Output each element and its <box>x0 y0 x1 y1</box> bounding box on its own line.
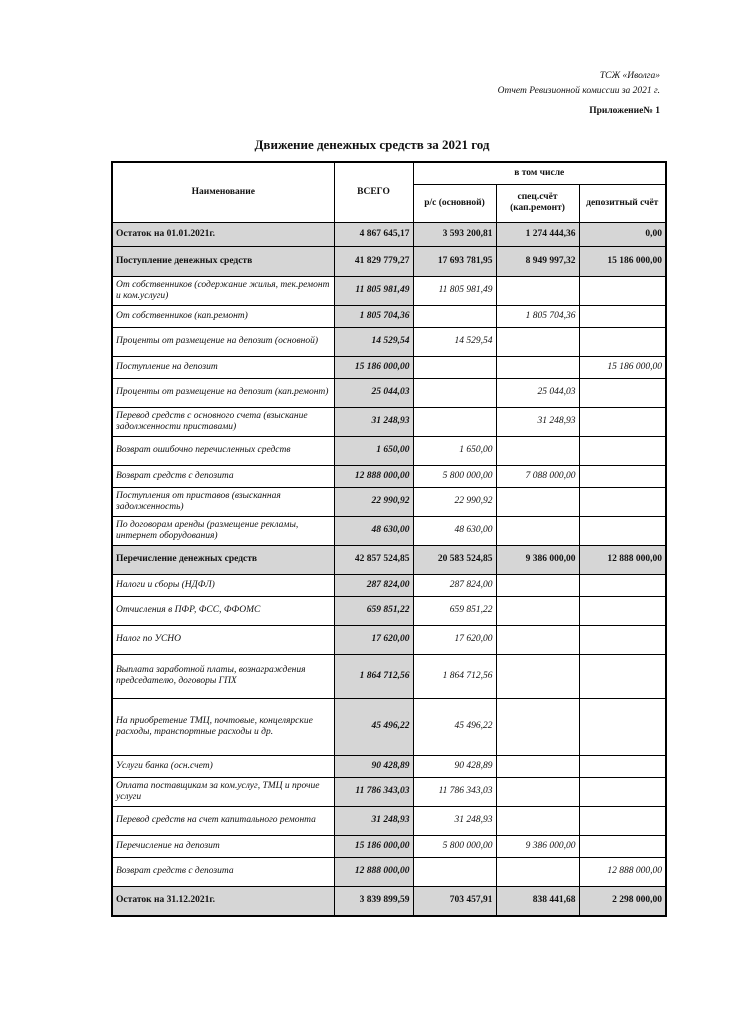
row-deposit-account-cell <box>579 487 666 516</box>
table-row-summary <box>112 545 666 574</box>
row-total-cell: 11 805 981,49 <box>334 276 413 305</box>
table-body <box>112 222 666 916</box>
row-deposit-account-cell <box>579 407 666 436</box>
row-name-cell: Поступления от приставов (взысканная задолженность) <box>112 487 334 516</box>
row-main-account-cell <box>413 378 496 407</box>
row-special-account-cell <box>496 654 579 698</box>
row-special-account-cell: 8 949 997,32 <box>496 246 579 276</box>
row-main-account-cell: 1 864 712,56 <box>413 654 496 698</box>
row-special-account-cell: 1 805 704,36 <box>496 305 579 327</box>
row-main-account-cell: 48 630,00 <box>413 516 496 545</box>
row-total-cell: 659 851,22 <box>334 596 413 625</box>
row-special-account-cell <box>496 806 579 835</box>
row-main-account-cell: 90 428,89 <box>413 755 496 777</box>
row-name-cell: Перевод средств на счет капитального ремонта <box>112 806 334 835</box>
row-deposit-account-cell <box>579 625 666 654</box>
appendix-label: Приложение№ 1 <box>589 106 660 116</box>
row-main-account-cell: 20 583 524,85 <box>413 545 496 574</box>
row-total-cell: 31 248,93 <box>334 407 413 436</box>
row-main-account-cell: 11 805 981,49 <box>413 276 496 305</box>
row-deposit-account-cell <box>579 596 666 625</box>
row-special-account-cell <box>496 276 579 305</box>
row-name-cell: Оплата поставщикам за ком.услуг, ТМЦ и прочие услуги <box>112 777 334 806</box>
row-name-cell: Остаток на 01.01.2021г. <box>112 222 334 246</box>
table-row <box>112 698 666 755</box>
row-deposit-account-cell <box>579 806 666 835</box>
row-main-account-cell: 703 457,91 <box>413 886 496 916</box>
table-row <box>112 574 666 596</box>
table-row <box>112 356 666 378</box>
row-total-cell: 287 824,00 <box>334 574 413 596</box>
row-special-account-cell: 31 248,93 <box>496 407 579 436</box>
row-name-cell: По договорам аренды (размещение рекламы, интернет оборудования) <box>112 516 334 545</box>
report-name: Отчет Ревизионной комиссии за 2021 г. <box>497 86 660 96</box>
row-deposit-account-cell <box>579 698 666 755</box>
row-total-cell: 22 990,92 <box>334 487 413 516</box>
table-row-summary <box>112 222 666 246</box>
row-deposit-account-cell <box>579 465 666 487</box>
row-total-cell: 45 496,22 <box>334 698 413 755</box>
table-row <box>112 835 666 857</box>
row-special-account-cell <box>496 777 579 806</box>
row-main-account-cell: 22 990,92 <box>413 487 496 516</box>
row-main-account-cell <box>413 407 496 436</box>
row-name-cell: Возврат средств с депозита <box>112 857 334 886</box>
row-special-account-cell <box>496 574 579 596</box>
row-special-account-cell <box>496 755 579 777</box>
row-deposit-account-cell <box>579 654 666 698</box>
row-total-cell: 25 044,03 <box>334 378 413 407</box>
row-name-cell: Остаток на 31.12.2021г. <box>112 886 334 916</box>
row-name-cell: Перевод средств с основного счета (взыскание задолженности приставами) <box>112 407 334 436</box>
col-header-deposit-account: депозитный счёт <box>579 184 666 222</box>
row-special-account-cell <box>496 487 579 516</box>
row-main-account-cell: 1 650,00 <box>413 436 496 465</box>
table-row <box>112 516 666 545</box>
row-total-cell: 3 839 899,59 <box>334 886 413 916</box>
table-row <box>112 857 666 886</box>
row-total-cell: 48 630,00 <box>334 516 413 545</box>
row-total-cell: 1 864 712,56 <box>334 654 413 698</box>
row-main-account-cell: 659 851,22 <box>413 596 496 625</box>
row-special-account-cell <box>496 436 579 465</box>
page-title: Движение денежных средств за 2021 год <box>254 137 490 152</box>
row-deposit-account-cell: 12 888 000,00 <box>579 857 666 886</box>
row-name-cell: Отчисления в ПФР, ФСС, ФФОМС <box>112 596 334 625</box>
row-main-account-cell: 17 620,00 <box>413 625 496 654</box>
col-header-name: Наименование <box>112 162 334 222</box>
row-deposit-account-cell <box>579 835 666 857</box>
table-row <box>112 378 666 407</box>
row-special-account-cell: 9 386 000,00 <box>496 835 579 857</box>
col-header-special-account: спец.счёт (кап.ремонт) <box>496 184 579 222</box>
row-special-account-cell: 25 044,03 <box>496 378 579 407</box>
row-main-account-cell <box>413 356 496 378</box>
row-special-account-cell <box>496 327 579 356</box>
row-total-cell: 12 888 000,00 <box>334 857 413 886</box>
row-deposit-account-cell <box>579 305 666 327</box>
row-deposit-account-cell: 12 888 000,00 <box>579 545 666 574</box>
row-total-cell: 42 857 524,85 <box>334 545 413 574</box>
table-row <box>112 327 666 356</box>
row-total-cell: 15 186 000,00 <box>334 356 413 378</box>
row-deposit-account-cell <box>579 327 666 356</box>
row-deposit-account-cell: 15 186 000,00 <box>579 356 666 378</box>
row-main-account-cell: 3 593 200,81 <box>413 222 496 246</box>
row-special-account-cell <box>496 857 579 886</box>
row-name-cell: Проценты от размещение на депозит (кап.ремонт) <box>112 378 334 407</box>
row-special-account-cell <box>496 516 579 545</box>
row-deposit-account-cell <box>579 378 666 407</box>
table-row <box>112 755 666 777</box>
row-total-cell: 17 620,00 <box>334 625 413 654</box>
row-deposit-account-cell <box>579 516 666 545</box>
row-special-account-cell <box>496 698 579 755</box>
row-total-cell: 4 867 645,17 <box>334 222 413 246</box>
row-main-account-cell: 14 529,54 <box>413 327 496 356</box>
row-deposit-account-cell <box>579 777 666 806</box>
row-name-cell: Возврат ошибочно перечисленных средств <box>112 436 334 465</box>
row-name-cell: Поступление на депозит <box>112 356 334 378</box>
table-row <box>112 625 666 654</box>
row-main-account-cell <box>413 305 496 327</box>
table-row <box>112 654 666 698</box>
row-total-cell: 31 248,93 <box>334 806 413 835</box>
row-name-cell: Перечисление на депозит <box>112 835 334 857</box>
org-name: ТСЖ «Иволга» <box>599 71 660 81</box>
row-main-account-cell: 45 496,22 <box>413 698 496 755</box>
table-row-summary <box>112 886 666 916</box>
row-special-account-cell: 7 088 000,00 <box>496 465 579 487</box>
row-special-account-cell: 9 386 000,00 <box>496 545 579 574</box>
cash-flow-table <box>111 161 667 917</box>
row-deposit-account-cell <box>579 574 666 596</box>
row-name-cell: Налоги и сборы (НДФЛ) <box>112 574 334 596</box>
table-row <box>112 806 666 835</box>
row-name-cell: Возврат средств с депозита <box>112 465 334 487</box>
table-row <box>112 276 666 305</box>
table-row <box>112 436 666 465</box>
row-deposit-account-cell: 0,00 <box>579 222 666 246</box>
row-total-cell: 41 829 779,27 <box>334 246 413 276</box>
row-name-cell: Выплата заработной платы, вознаграждения председателю, договоры ГПХ <box>112 654 334 698</box>
row-total-cell: 14 529,54 <box>334 327 413 356</box>
table-row <box>112 465 666 487</box>
row-special-account-cell <box>496 625 579 654</box>
row-name-cell: От собственников (содержание жилья, тек.ремонт и ком.услуги) <box>112 276 334 305</box>
row-special-account-cell: 1 274 444,36 <box>496 222 579 246</box>
row-main-account-cell: 31 248,93 <box>413 806 496 835</box>
row-main-account-cell: 5 800 000,00 <box>413 465 496 487</box>
row-total-cell: 90 428,89 <box>334 755 413 777</box>
row-total-cell: 1 650,00 <box>334 436 413 465</box>
row-name-cell: Проценты от размещение на депозит (основной) <box>112 327 334 356</box>
row-deposit-account-cell <box>579 276 666 305</box>
row-name-cell: От собственников (кап.ремонт) <box>112 305 334 327</box>
row-name-cell: Услуги банка (осн.счет) <box>112 755 334 777</box>
row-main-account-cell: 287 824,00 <box>413 574 496 596</box>
row-total-cell: 1 805 704,36 <box>334 305 413 327</box>
table-row <box>112 777 666 806</box>
row-main-account-cell: 17 693 781,95 <box>413 246 496 276</box>
row-total-cell: 11 786 343,03 <box>334 777 413 806</box>
table-row <box>112 305 666 327</box>
row-name-cell: Налог по УСНО <box>112 625 334 654</box>
row-main-account-cell: 11 786 343,03 <box>413 777 496 806</box>
row-name-cell: Поступление денежных средств <box>112 246 334 276</box>
table-row <box>112 487 666 516</box>
row-special-account-cell <box>496 596 579 625</box>
table-row-summary <box>112 246 666 276</box>
row-main-account-cell: 5 800 000,00 <box>413 835 496 857</box>
row-name-cell: Перечисление денежных средств <box>112 545 334 574</box>
table-row <box>112 407 666 436</box>
col-header-group: в том числе <box>413 162 666 184</box>
row-special-account-cell: 838 441,68 <box>496 886 579 916</box>
row-deposit-account-cell: 15 186 000,00 <box>579 246 666 276</box>
col-header-main-account: р/с (основной) <box>413 184 496 222</box>
row-deposit-account-cell <box>579 436 666 465</box>
row-deposit-account-cell <box>579 755 666 777</box>
row-total-cell: 15 186 000,00 <box>334 835 413 857</box>
row-total-cell: 12 888 000,00 <box>334 465 413 487</box>
col-header-total: ВСЕГО <box>334 162 413 222</box>
row-name-cell: На приобретение ТМЦ, почтовые, концелярские расходы, транспортные расходы и др. <box>112 698 334 755</box>
row-deposit-account-cell: 2 298 000,00 <box>579 886 666 916</box>
row-main-account-cell <box>413 857 496 886</box>
table-row <box>112 596 666 625</box>
row-special-account-cell <box>496 356 579 378</box>
